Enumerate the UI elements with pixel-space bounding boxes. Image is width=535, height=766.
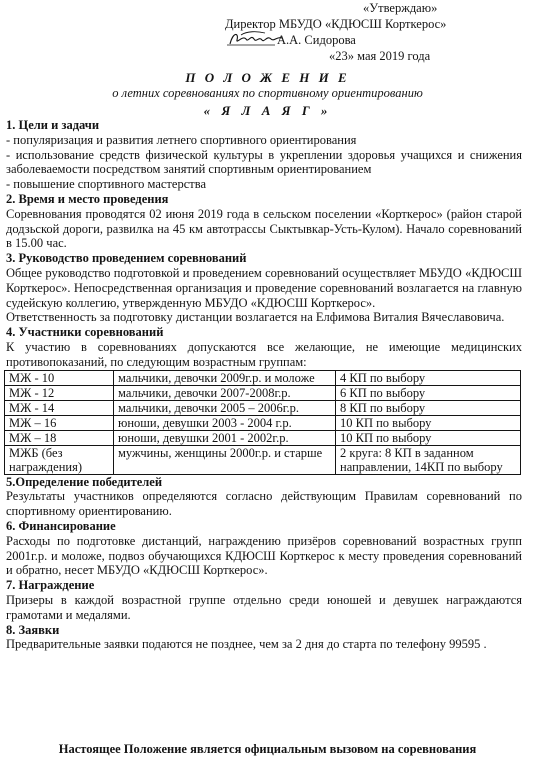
course-cell: 10 КП по выбору (336, 430, 521, 445)
section-3-paragraph-1: Общее руководство подготовкой и проведением соревнований осуществляет МБУДО «КДЮСШ Корткерос». Непосредственная организация и проведение соревнований возлагается на главную судейскую коллегию, утвержденную МБУДО «КДЮСШ Корткерос». (6, 265, 522, 310)
section-3-paragraph-2: Ответственность за подготовку дистанции возлагается на Елфимова Виталия Вячеславовича. (6, 310, 505, 325)
section-5-text: Результаты участников определяются согласно действующим Правилам соревнований по спортивному ориентированию. (6, 489, 522, 519)
signature-image (227, 30, 289, 50)
table-row (5, 370, 521, 385)
participants-cell: мальчики, девочки 2009г.р. и моложе (114, 370, 336, 385)
section-2-text: Соревнования проводятся 02 июня 2019 года в сельском поселении «Корткерос» (район старой додзьской дороги, развилка на 45 км автотрассы Сыктывкар-Усть-Кулом). Начало соревнований в 15.00 час. (6, 206, 522, 251)
group-cell: МЖ - 14 (5, 400, 114, 415)
participants-cell: юноши, девушки 2001 - 2002г.р. (114, 430, 336, 445)
section-7-text: Призеры в каждой возрастной группе отдельно среди юношей и девушек награждаются грамотами и медалями. (6, 592, 522, 622)
approval-line-2: Директор МБУДО «КДЮСШ Корткерос» (225, 17, 447, 31)
section-7-heading: 7. Награждение (6, 578, 95, 593)
table-row (5, 415, 521, 430)
table-row (5, 385, 521, 400)
participants-cell: мужчины, женщины 2000г.р. и старше (114, 445, 336, 474)
group-cell: МЖБ (без награждения) (5, 445, 114, 474)
section-4-text: К участию в соревнованиях допускаются все желающие, не имеющие медицинских противопоказаний, по следующим возрастным группам: (6, 339, 522, 369)
event-name: « Я Л А Я Г » (203, 103, 332, 118)
section-6-text: Расходы по подготовке дистанций, награждению призёров соревнований возрастных групп 2001г.р. и моложе, подвоз обучающихся КДЮСШ Корткерос к месту проведения соревнований и обратно, несет МБУДО «КДЮСШ Корткерос». (6, 533, 522, 578)
director-name: А.А. Сидорова (277, 33, 356, 47)
footer-notice: Настоящее Положение является официальным вызовом на соревнования (58, 742, 477, 756)
group-cell: МЖ - 10 (5, 370, 114, 385)
section-2-heading: 2. Время и место проведения (6, 191, 169, 206)
section-8-heading: 8. Заявки (6, 622, 60, 637)
course-cell: 2 круга: 8 КП в заданном направлении, 14КП по выбору (336, 445, 521, 474)
table-row (5, 400, 521, 415)
approval-line-1: «Утверждаю» (363, 1, 438, 15)
table-row (5, 430, 521, 445)
group-cell: МЖ – 18 (5, 430, 114, 445)
course-cell: 10 КП по выбору (336, 415, 521, 430)
approval-line-3 (225, 32, 525, 48)
participants-cell: юноши, девушки 2003 - 2004 г.р. (114, 415, 336, 430)
approval-block (225, 0, 525, 64)
goal-item-2: - использование средств физической культуры в укреплении здоровья учащихся и снижения заболеваемости посредством занятий спортивным ориентированием (6, 147, 522, 177)
group-cell: МЖ - 12 (5, 385, 114, 400)
participants-cell: мальчики, девочки 2005 – 2006г.р. (114, 400, 336, 415)
document-heading: П О Л О Ж Е Н И Е (185, 70, 350, 85)
document-subtitle: о летних соревнованиях по спортивному ориентированию (112, 86, 423, 100)
group-cell: МЖ – 16 (5, 415, 114, 430)
goal-item-1: - популяризация и развития летнего спортивного ориентирования (6, 132, 357, 147)
section-5-heading: 5.Определение победителей (6, 474, 163, 489)
approval-date: «23» мая 2019 года (329, 49, 431, 63)
section-1-heading: 1. Цели и задачи (6, 118, 100, 132)
section-3-heading: 3. Руководство проведением соревнований (6, 251, 247, 266)
table-row (5, 445, 521, 474)
section-4-heading: 4. Участники соревнований (6, 325, 164, 340)
course-cell: 8 КП по выбору (336, 400, 521, 415)
course-cell: 4 КП по выбору (336, 370, 521, 385)
age-groups-table (4, 370, 521, 475)
goal-item-3: - повышение спортивного мастерства (6, 177, 206, 192)
document-body (6, 118, 522, 652)
section-8-text: Предварительные заявки подаются не позднее, чем за 2 дня до старта по телефону 99595 . (6, 637, 487, 652)
course-cell: 6 КП по выбору (336, 385, 521, 400)
participants-cell: мальчики, девочки 2007-2008г.р. (114, 385, 336, 400)
section-6-heading: 6. Финансирование (6, 518, 116, 533)
